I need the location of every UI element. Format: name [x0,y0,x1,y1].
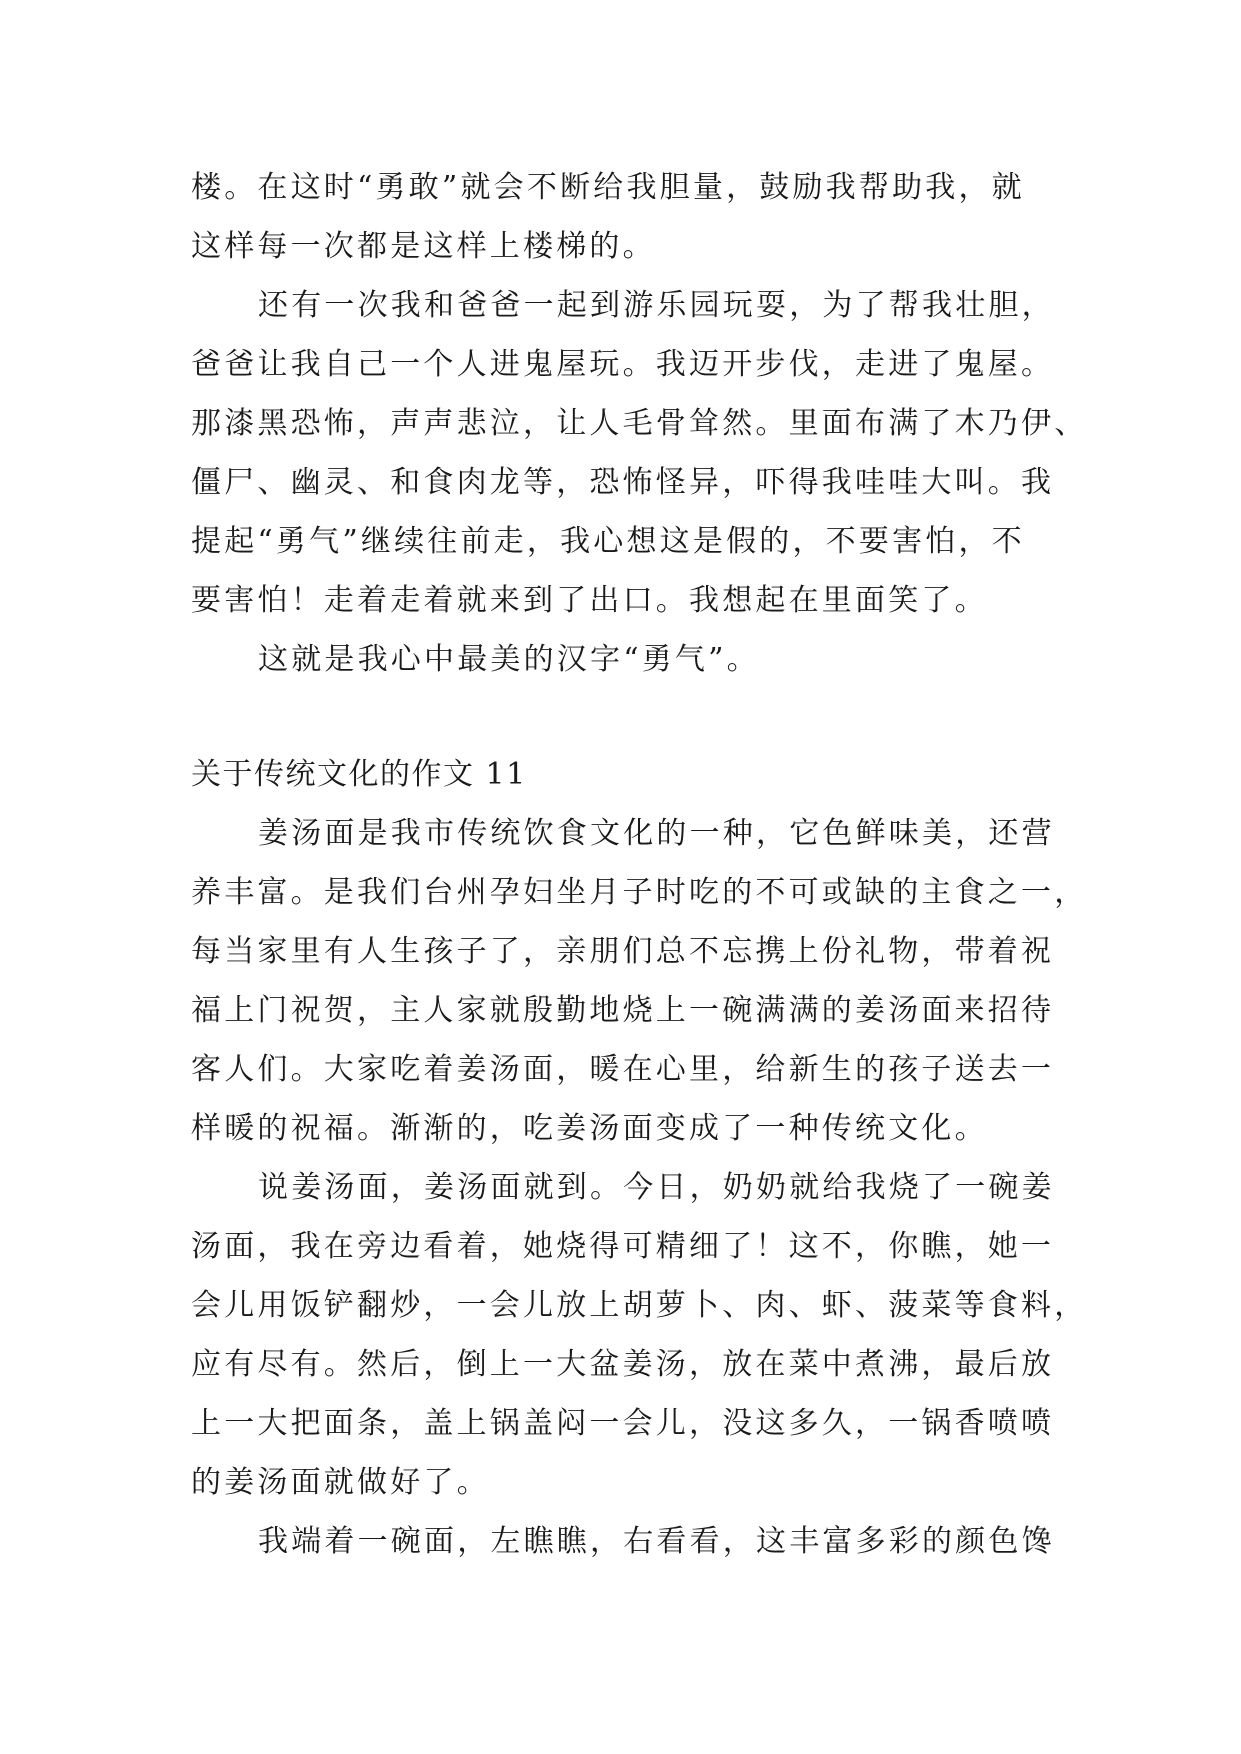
paragraph [191,158,1061,276]
text-line: 养丰富。是我们台州孕妇坐月子时吃的不可或缺的主食之一， [191,875,1088,910]
text-line: 应有尽有。然后，倒上一大盆姜汤，放在菜中煮沸，最后放 [191,1347,1055,1382]
section-gap [191,689,1061,745]
text-line: 汤面，我在旁边看着，她烧得可精细了！这不，你瞧，她一 [191,1229,1055,1264]
text-line: 楼。在这时“勇敢”就会不断给我胆量，鼓励我帮助我，就 [191,170,1025,205]
text-line: 样暖的祝福。渐渐的，吃姜汤面变成了一种传统文化。 [191,1111,988,1146]
text-line: 的姜汤面就做好了。 [191,1465,490,1500]
document-body [191,158,1088,1571]
text-line: 提起“勇气”继续往前走，我心想这是假的，不要害怕，不 [191,524,1025,559]
text-line: 上一大把面条，盖上锅盖闷一会儿，没这多久，一锅香喷喷 [191,1406,1055,1441]
text-line: 僵尸、幽灵、和食肉龙等，恐怖怪异，吓得我哇哇大叫。我 [191,465,1055,500]
text-line: 客人们。大家吃着姜汤面，暖在心里，给新生的孩子送去一 [191,1052,1055,1087]
text-line: 这样每一次都是这样上楼梯的。 [191,229,656,264]
paragraph [191,1158,1088,1512]
section-heading: 关于传统文化的作文 11 [191,757,527,792]
text-line: 还有一次我和爸爸一起到游乐园玩耍，为了帮我壮胆， [258,288,1055,323]
text-line: 姜汤面是我市传统饮食文化的一种，它色鲜味美，还营 [258,816,1055,851]
text-line: 爸爸让我自己一个人进鬼屋玩。我迈开步伐，走进了鬼屋。 [191,347,1055,382]
paragraph [191,276,1088,630]
text-line: 会儿用饭铲翻炒，一会儿放上胡萝卜、肉、虾、菠菜等食料， [191,1288,1088,1323]
text-line: 我端着一碗面，左瞧瞧，右看看，这丰富多彩的颜色馋 [258,1524,1055,1559]
text-line: 这就是我心中最美的汉字“勇气”。 [258,642,760,677]
paragraph [191,804,1088,1158]
text-line: 福上门祝贺，主人家就殷勤地烧上一碗满满的姜汤面来招待 [191,993,1055,1028]
text-line: 每当家里有人生孩子了，亲朋们总不忘携上份礼物，带着祝 [191,934,1055,969]
text-line: 说姜汤面，姜汤面就到。今日，奶奶就给我烧了一碗姜 [258,1170,1055,1205]
paragraph [191,1512,1061,1571]
text-line: 要害怕！走着走着就来到了出口。我想起在里面笑了。 [191,583,988,618]
text-line: 那漆黑恐怖，声声悲泣，让人毛骨耸然。里面布满了木乃伊、 [191,406,1088,441]
paragraph [191,630,1061,689]
